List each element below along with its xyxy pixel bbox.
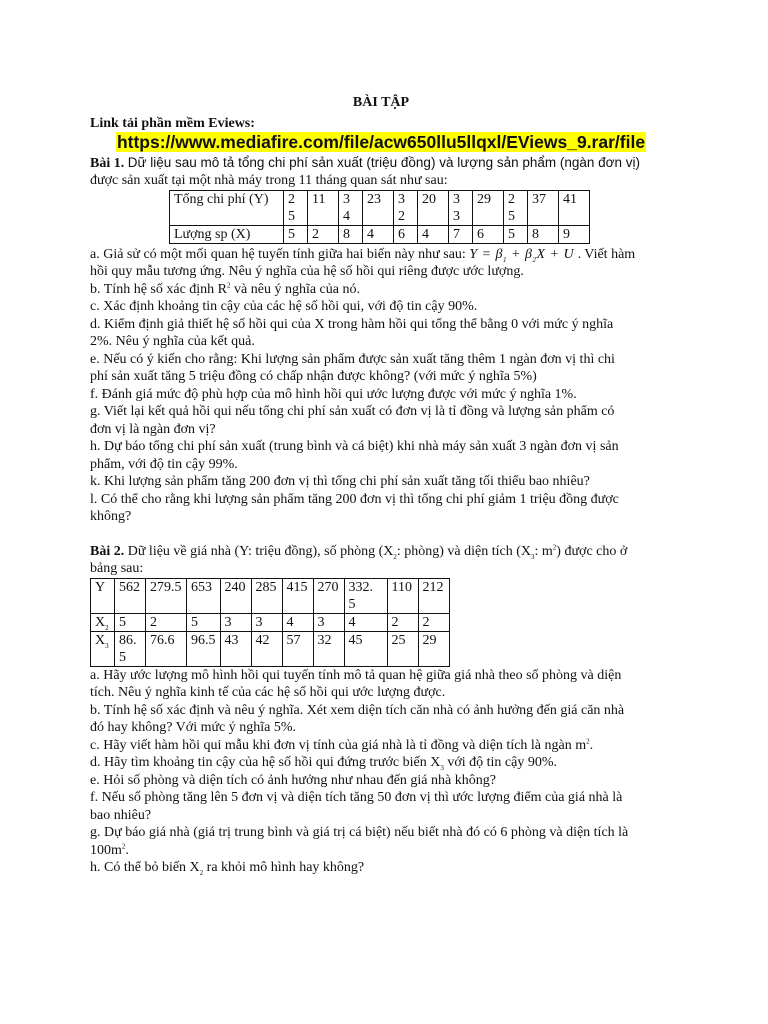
table-cell: 279.5 [146, 578, 187, 613]
table-cell: 212 [418, 578, 449, 613]
table-row [91, 631, 450, 666]
table-cell: 3 2 [394, 190, 418, 225]
table-cell: 415 [282, 578, 313, 613]
bai1-intro-b: được sản xuất tại một nhà máy trong 11 tháng quan sát như sau: [90, 173, 448, 188]
table-cell: 6 [394, 225, 418, 243]
table-row [91, 578, 450, 613]
table-cell: 9 [559, 225, 590, 243]
table-cell: 4 [418, 225, 449, 243]
bai1-question-a: a. Giả sử có một mối quan hệ tuyến tính giữa hai biến này như sau: $Y = \beta_1 + \beta_2X + U$ . Viết hàm [90, 246, 636, 264]
table-cell: 270 [313, 578, 344, 613]
table-cell: 5 [187, 613, 221, 631]
bai1-question-d: d. Kiểm định giả thiết hệ số hồi qui của X trong hàm hồi qui tổng thể bằng 0 với mức ý nghĩa [90, 316, 614, 332]
bai1-question-e-cont: phí sản xuất tăng 5 triệu đồng có chấp nhận được không? (với mức ý nghĩa 5%) [90, 369, 537, 384]
table-cell: 3 [220, 613, 251, 631]
table-cell: 240 [220, 578, 251, 613]
table-cell: Tổng chi phí (Y) [170, 190, 284, 225]
table-cell: 2 5 [284, 190, 308, 225]
table-cell: 4 [344, 613, 387, 631]
table-cell: 4 [363, 225, 394, 243]
table-cell: 332. 5 [344, 578, 387, 613]
bai2-question-b-cont: đó hay không? Với mức ý nghĩa 5%. [90, 720, 297, 735]
table-cell: 3 [251, 613, 282, 631]
table-cell: 20 [418, 190, 449, 225]
table-cell: 37 [528, 190, 559, 225]
bai2-label: Bài 2. [90, 543, 125, 559]
table-cell: 96.5 [187, 631, 221, 666]
bai2-question-c: c. Hãy viết hàm hồi qui mẫu khi đơn vị tính của giá nhà là tỉ đồng và diện tích là ngàn $m^2$. [90, 736, 594, 753]
table-cell: 32 [313, 631, 344, 666]
table-cell: 562 [115, 578, 146, 613]
bai1-label: Bài 1. [90, 155, 125, 171]
table-cell: 3 3 [449, 190, 473, 225]
bai2-table [90, 578, 450, 667]
table-cell: 2 [308, 225, 339, 243]
bai2-question-b: b. Tính hệ số xác định và nêu ý nghĩa. Xét xem diện tích căn nhà có ảnh hưởng đến giá căn nhà [90, 702, 625, 718]
bai1-table [169, 190, 590, 244]
table-cell: 45 [344, 631, 387, 666]
table-cell: $X_2$ [91, 613, 115, 631]
table-cell: 2 5 [504, 190, 528, 225]
table-cell: 2 [146, 613, 187, 631]
bai1-question-l: l. Có thể cho rằng khi lượng sản phẩm tăng 200 đơn vị thì tổng chi phí giảm 1 triệu đồng được [90, 491, 619, 507]
bai1-question-d-cont: 2%. Nêu ý nghĩa của kết quả. [90, 334, 255, 349]
table-cell: Y [91, 578, 115, 613]
table-cell: 285 [251, 578, 282, 613]
link-label: Link tải phần mềm Eviews: [90, 115, 255, 131]
bai1-question-k: k. Khi lượng sản phẩm tăng 200 đơn vị thì tổng chi phí sản xuất tăng tối thiểu bao nhiêu? [90, 474, 590, 489]
table-cell: 3 4 [339, 190, 363, 225]
table-cell: 8 [528, 225, 559, 243]
bai2-question-g-cont: $100m^2$. [90, 841, 129, 858]
table-cell: 4 [282, 613, 313, 631]
table-cell: 653 [187, 578, 221, 613]
bai1-question-h: h. Dự báo tổng chi phí sản xuất (trung bình và cá biệt) khi nhà máy sản xuất 3 ngàn đơn vị sản [90, 439, 619, 454]
bai1-question-b: b. Tính hệ số xác định $R^2$ và nêu ý nghĩa của nó. [90, 280, 360, 297]
table-cell: 110 [387, 578, 418, 613]
table-cell: 43 [220, 631, 251, 666]
bai2-question-d: d. Hãy tìm khoảng tin cậy của hệ số hồi qui đứng trước biến $X_3$ với độ tin cậy 90%. [90, 755, 558, 772]
table-cell: 5 [284, 225, 308, 243]
bai2-question-e: e. Hỏi số phòng và diện tích có ảnh hưởng như nhau đến giá nhà không? [90, 772, 496, 788]
table-cell: 23 [363, 190, 394, 225]
bai1-question-e: e. Nếu có ý kiến cho rằng: Khi lượng sản phẩm được sản xuất tăng thêm 1 ngàn đơn vị thì chi [90, 351, 615, 367]
bai2-question-g: g. Dự báo giá nhà (giá trị trung bình và giá trị cá biệt) nếu biết nhà đó có 6 phòng và diện tích là [90, 825, 629, 840]
regression-formula: $Y = \beta_1 + \beta_2X + U$ [469, 246, 575, 264]
spacer [90, 526, 672, 543]
table-cell: 5 [504, 225, 528, 243]
page-title: BÀI TẬP [352, 95, 410, 110]
table-cell: Lượng sp (X) [170, 225, 284, 243]
bai2-question-h: h. Có thể bỏ biến $X_2$ ra khỏi mô hình hay không? [90, 860, 365, 877]
table-cell: 8 [339, 225, 363, 243]
link-line [90, 132, 672, 154]
bai2-question-a: a. Hãy ước lượng mô hình hồi qui tuyến tính mô tả quan hệ giữa giá nhà theo số phòng và diện [90, 667, 622, 683]
bai1-question-c: c. Xác định khoảng tin cậy của các hệ số hồi qui, với độ tin cậy 90%. [90, 299, 478, 314]
table-cell: 57 [282, 631, 313, 666]
bai1-question-g-cont: đơn vị là ngàn đơn vị? [90, 421, 216, 437]
bai2-intro: Bài 2. Dữ liệu về giá nhà (Y: triệu đồng), số phòng ($X_2$: phòng) và diện tích ($X_3$: $m^2$) được cho ở [90, 542, 628, 561]
table-cell: 11 [308, 190, 339, 225]
document-page [90, 94, 672, 877]
table-cell: $X_3$ [91, 631, 115, 666]
table-cell: 2 [387, 613, 418, 631]
bai2-intro-cont: bảng sau: [90, 561, 144, 576]
table-cell: 7 [449, 225, 473, 243]
table-row [170, 225, 590, 243]
table-cell: 25 [387, 631, 418, 666]
table-cell: 5 [115, 613, 146, 631]
table-row [170, 190, 590, 225]
bai1-question-a-cont: hồi quy mẫu tương ứng. Nêu ý nghĩa của hệ số hồi qui riêng được ước lượng. [90, 264, 524, 279]
bai2-question-a-cont: tích. Nêu ý nghĩa kinh tế của các hệ số hồi qui ước lượng được. [90, 685, 446, 700]
table-cell: 76.6 [146, 631, 187, 666]
table-cell: 29 [473, 190, 504, 225]
table-row [91, 613, 450, 631]
table-cell: 42 [251, 631, 282, 666]
bai1-intro-a: Dữ liệu sau mô tả tổng chi phí sản xuất (triệu đồng) và lượng sản phẩm (ngàn đơn vị) [127, 154, 641, 170]
table-cell: 3 [313, 613, 344, 631]
table-cell: 2 [418, 613, 449, 631]
bai2-question-f: f. Nếu số phòng tăng lên 5 đơn vị và diện tích tăng 50 đơn vị thì ước lượng điểm của giá nhà là [90, 790, 623, 805]
bai1-question-l-cont: không? [90, 509, 132, 524]
table-cell: 41 [559, 190, 590, 225]
bai1-intro [90, 154, 672, 173]
bai1-question-g: g. Viết lại kết quả hồi qui nếu tổng chi phí sản xuất có đơn vị là tỉ đồng và lượng sản phẩm có [90, 404, 615, 419]
bai1-question-f: f. Đánh giá mức độ phù hợp của mô hình hồi qui ước lượng được với mức ý nghĩa 1%. [90, 386, 577, 402]
download-link[interactable]: https://www.mediafire.com/file/acw650llu5llqxl/EViews_9.rar/file [116, 132, 646, 152]
table-cell: 6 [473, 225, 504, 243]
table-cell: 86. 5 [115, 631, 146, 666]
table-cell: 29 [418, 631, 449, 666]
bai2-question-f-cont: bao nhiêu? [90, 807, 152, 823]
bai1-question-h-cont: phẩm, với độ tin cậy 99%. [90, 456, 238, 472]
